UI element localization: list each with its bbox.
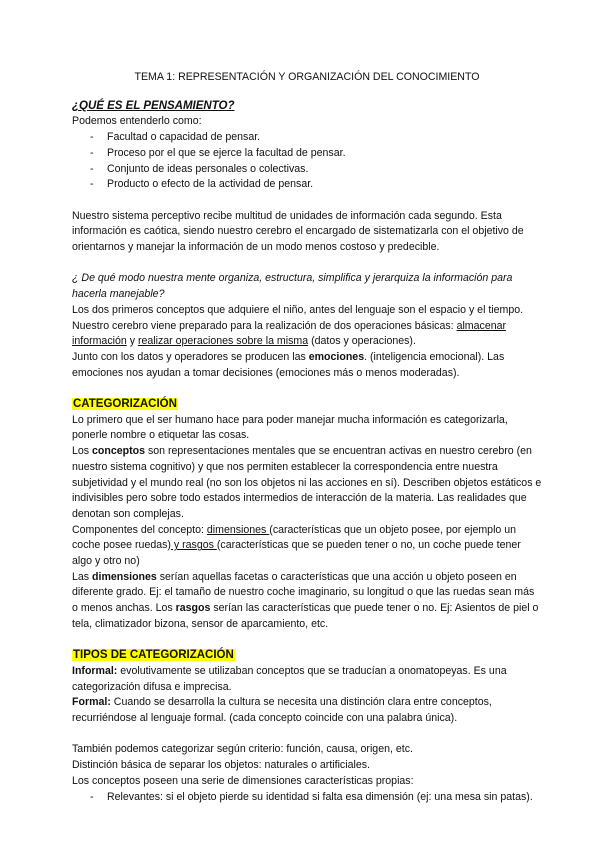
list-item: - Relevantes: si el objeto pierde su identidad si falta esa dimensión (ej: una mesa sin patas). <box>90 790 542 806</box>
section-heading-tipos: TIPOS DE CATEGORIZACIÓN <box>73 649 234 662</box>
paragraph-componentes: Componentes del concepto: dimensiones (características que un objeto posee, por ejemplo un coche posee ruedas) y rasgos (características que se pueden tener o no, un coche puede tener algo y otro no) <box>72 523 521 568</box>
underlined-realizar: realizar operaciones sobre la misma <box>137 335 309 348</box>
dash-bullet: - <box>90 790 94 803</box>
intro-text: Podemos entenderlo como: <box>72 115 202 128</box>
list-item: - Facultad o capacidad de pensar. <box>90 130 542 146</box>
section-heading-categorizacion: CATEGORIZACIÓN <box>73 398 177 411</box>
list-item: - Conjunto de ideas personales o colectivas. <box>90 162 542 178</box>
dimension-list <box>72 790 542 806</box>
paragraph-conceptos: Los conceptos son representaciones mentales que se encuentran activas en nuestro cerebro (en nuestro sistema cognitivo) y que nos permiten establecer la correspondencia entre nuestra subjetividad y el mundo real (no son los objetos ni las acciones en sí). Describen objetos estáticos e indivisibles pero sobre todo estados intermedios de interacción de la materia. Las realidades que denotan son complejas. <box>72 445 542 520</box>
paragraph-dimensiones: Las dimensiones serían aquellas facetas o características que una acción u objeto poseen en diferente grado. Ej: el tamaño de nuestro coche imaginario, su longitud o que las ruedas sean más o menos anchas. Los rasgos serían las características que puede tener o no. Ej: Asientos de piel o tela, climatizador bizona, sensor de aparcamiento, etc. <box>72 570 539 630</box>
paragraph-emociones: Junto con los datos y operadores se producen las emociones. (inteligencia emocional). Las emociones nos ayudan a tomar decisiones (emociones más o menos moderadas). <box>72 350 505 379</box>
dash-bullet: - <box>90 131 94 144</box>
paragraph-distincion: Distinción básica de separar los objetos: naturales o artificiales. <box>72 759 370 772</box>
paragraph-formal: Formal: Cuando se desarrolla la cultura se necesita una distinción clara entre conceptos, recurriéndose al lenguaje formal. (cada concepto coincide con una palabra única). <box>72 696 492 725</box>
dash-bullet: - <box>90 162 94 175</box>
paragraph-dimensiones-propias: Los conceptos poseen una serie de dimensiones características propias: <box>72 774 414 787</box>
paragraph-informal: Informal: evolutivamente se utilizaban conceptos que se traducían a onomatopeyas. Es una categorización difusa e imprecisa. <box>72 664 507 693</box>
paragraph-sistema-perceptivo: Nuestro sistema perceptivo recibe multitud de unidades de información cada segundo. Esta información es caótica, siendo nuestro cerebro el encargado de sistematizarla con el objetivo de orientarnos y manejar la información de un modo menos costoso y predecible. <box>72 209 524 254</box>
underlined-almacenar: almacenar información <box>72 319 507 348</box>
paragraph-criterio: También podemos categorizar según criterio: función, causa, origen, etc. <box>72 743 413 756</box>
definition-list <box>72 130 542 193</box>
paragraph-categorizar: Lo primero que el ser humano hace para poder manejar mucha información es categorizarla, ponerle nombre o etiquetar las cosas. <box>72 413 508 442</box>
dash-bullet: - <box>90 178 94 191</box>
section-question: ¿ De qué modo nuestra mente organiza, estructura, simplifica y jerarquiza la información para hacerla manejable? <box>72 272 513 301</box>
dash-bullet: - <box>90 146 94 159</box>
list-item: - Producto o efecto de la actividad de pensar. <box>90 177 542 193</box>
document-title: TEMA 1: REPRESENTACIÓN Y ORGANIZACIÓN DEL CONOCIMIENTO <box>134 71 480 83</box>
list-item: - Proceso por el que se ejerce la facultad de pensar. <box>90 146 542 162</box>
section-heading-pensamiento: ¿QUÉ ES EL PENSAMIENTO? <box>72 99 235 112</box>
paragraph-conceptos-ninio: Los dos primeros conceptos que adquiere el niño, antes del lenguaje son el espacio y el tiempo. Nuestro cerebro viene preparado para la realización de dos operaciones básicas: almacenar información y realizar operaciones sobre la misma (datos y operaciones). <box>72 303 524 348</box>
